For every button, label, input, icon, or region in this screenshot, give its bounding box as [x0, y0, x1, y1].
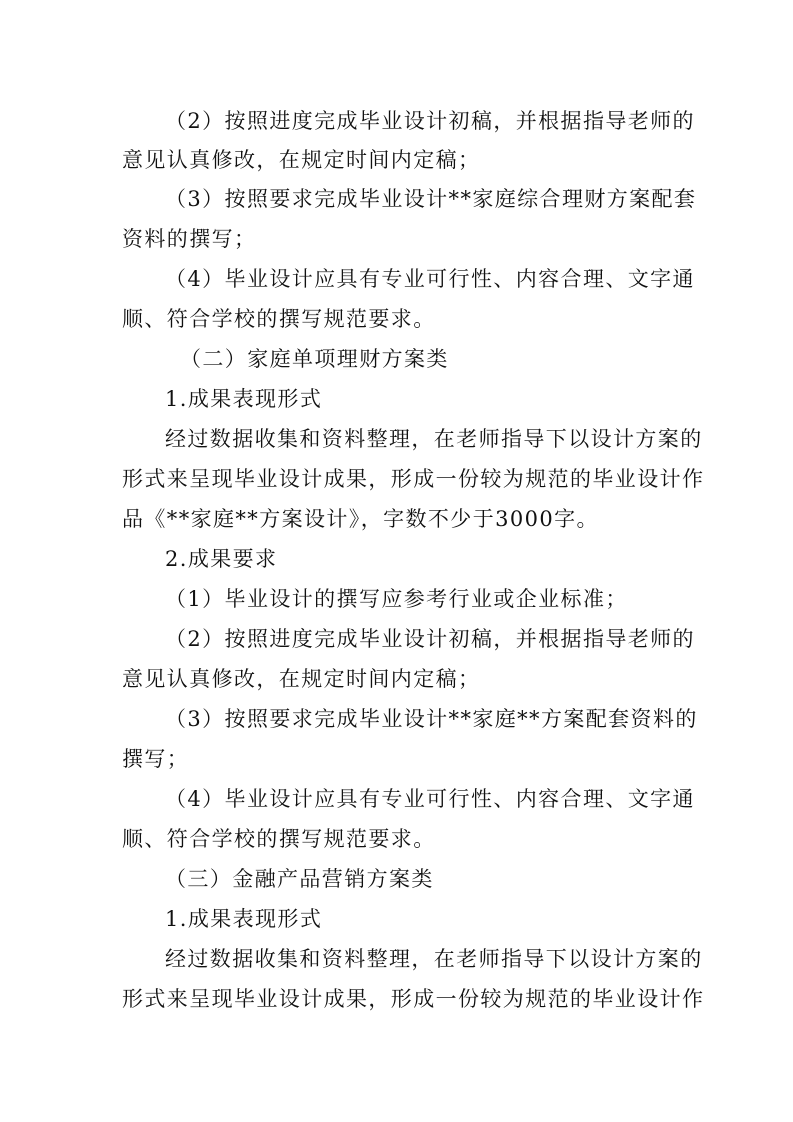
paragraph-line: 资料的撰写； — [122, 227, 257, 251]
paragraph-line: 形式来呈现毕业设计成果，形成一份较为规范的毕业设计作 — [122, 467, 705, 491]
paragraph-line: 撰写； — [122, 747, 190, 771]
paragraph-line: （2）按照进度完成毕业设计初稿，并根据指导老师的 — [165, 627, 695, 651]
paragraph-line: （4）毕业设计应具有专业可行性、内容合理、文字通 — [165, 787, 695, 811]
paragraph-line: 经过数据收集和资料整理，在老师指导下以设计方案的 — [165, 947, 703, 971]
paragraph-line: 品《**家庭**方案设计》，字数不少于3000字。 — [122, 507, 599, 531]
paragraph-line: （3）按照要求完成毕业设计**家庭**方案配套资料的 — [165, 707, 698, 731]
subsection-heading: 2.成果要求 — [165, 547, 278, 571]
section-heading: （三）金融产品营销方案类 — [165, 867, 434, 891]
paragraph-line: （1）毕业设计的撰写应参考行业或企业标准； — [165, 587, 628, 611]
paragraph-line: 意见认真修改，在规定时间内定稿； — [122, 148, 481, 172]
section-heading: （二）家庭单项理财方案类 — [180, 347, 449, 371]
subsection-heading: 1.成果表现形式 — [165, 907, 323, 931]
paragraph-line: （2）按照进度完成毕业设计初稿，并根据指导老师的 — [165, 109, 695, 133]
paragraph-line: 形式来呈现毕业设计成果，形成一份较为规范的毕业设计作 — [122, 987, 705, 1011]
paragraph-line: 顺、符合学校的撰写规范要求。 — [122, 827, 436, 851]
paragraph-line: （3）按照要求完成毕业设计**家庭综合理财方案配套 — [165, 187, 697, 211]
paragraph-line: 经过数据收集和资料整理，在老师指导下以设计方案的 — [165, 427, 703, 451]
paragraph-line: 顺、符合学校的撰写规范要求。 — [122, 307, 436, 331]
subsection-heading: 1.成果表现形式 — [165, 387, 323, 411]
paragraph-line: （4）毕业设计应具有专业可行性、内容合理、文字通 — [165, 267, 695, 291]
paragraph-line: 意见认真修改，在规定时间内定稿； — [122, 667, 481, 691]
